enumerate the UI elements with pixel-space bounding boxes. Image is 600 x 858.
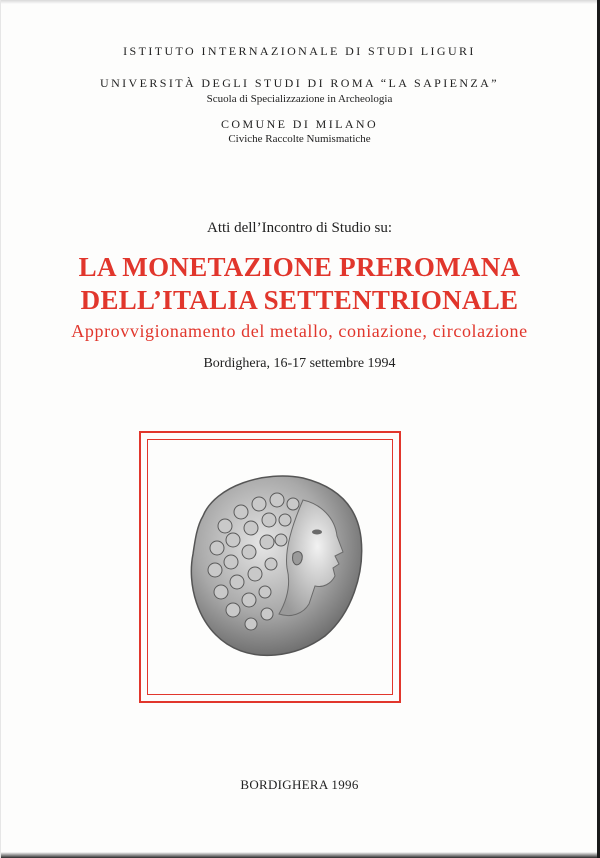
page-top-edge <box>1 0 597 4</box>
institution-2: UNIVERSITÀ DEGLI STUDI DI ROMA “LA SAPIENZA” <box>100 76 499 90</box>
page-bottom-edge <box>1 852 597 858</box>
institution-1: ISTITUTO INTERNAZIONALE DI STUDI LIGURI <box>123 44 476 58</box>
institution-3-department: Civiche Raccolte Numismatiche <box>228 133 371 145</box>
institution-2-department: Scuola di Specializzazione in Archeologia <box>206 93 393 105</box>
conference-place-date: Bordighera, 16-17 settembre 1994 <box>203 356 396 371</box>
title-line-2: DELL’ITALIA SETTENTRIONALE <box>80 285 519 315</box>
silver-coin-head-icon <box>175 464 375 664</box>
proceedings-label: Atti dell’Incontro di Studio su: <box>207 220 392 236</box>
publisher-place-year: BORDIGHERA 1996 <box>240 777 359 792</box>
title-line-1: LA MONETAZIONE PREROMANA <box>78 252 521 282</box>
institution-3: COMUNE DI MILANO <box>220 117 379 131</box>
subtitle: Approvvigionamento del metallo, coniazione, circolazione <box>71 321 528 341</box>
